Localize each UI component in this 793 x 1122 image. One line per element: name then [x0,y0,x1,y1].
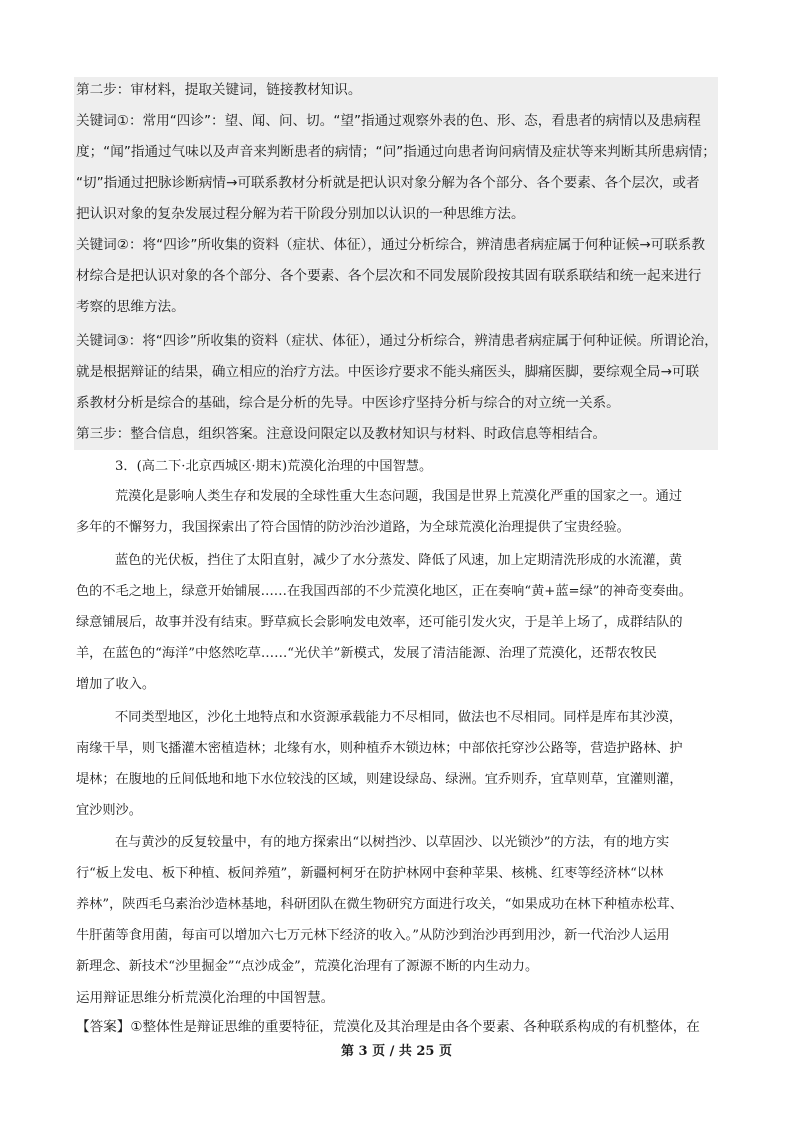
page-number: 第 3 页 / 共 25 页 [340,1044,453,1059]
kw1-line-3: “切”指通过把脉诊断病情→可联系教材分析就是把认识对象分解为各个部分、各个要素、各个层次，或者 [76,175,700,191]
kw2-line-1: 关键词②：将“四诊”所收集的资料（症状、体征），通过分析综合，辨清患者病症属于何种证候→可联系教 [76,237,705,253]
p4-line-1: 在与黄沙的反复较量中，有的地方探索出“以树挡沙、以草固沙、以光锁沙”的方法，有的地方实 [115,835,670,850]
task-line: 运用辩证思维分析荒漠化治理的中国智慧。 [76,990,335,1006]
p2-line-3: 绿意铺展后，故事并没有结束。野草疯长会影响发电效率，还可能引发火灾，于是羊上场了，成群结队的 [76,615,683,630]
p2-line-1: 蓝色的光伏板，挡住了太阳直射，减少了水分蒸发、降低了风速，加上定期清洗形成的水流灌，黄 [115,553,683,568]
p4-line-2: 行“板上发电、板下种植、板间养殖”，新疆柯柯牙在防护林网中套种苹果、核桃、红枣等经济林“以林 [76,866,664,881]
p3-line-2: 南缘干旱，则飞播灌木密植造林；北缘有水，则种植乔木锁边林；中部依托穿沙公路等，营造护路林、护 [76,741,683,756]
step3-line: 第三步：整合信息，组织答案。注意设问限定以及教材知识与材料、时政信息等相结合。 [76,426,607,442]
kw1-line-2: 度；“闻”指通过气味以及声音来判断患者的病情；“问”指通过向患者询问病情及症状等来判断其所患病情； [76,144,716,160]
p4-line-4: 牛肝菌等食用菌，每亩可以增加六七万元林下经济的收入。”从防沙到治沙再到用沙，新一代治沙人运用 [76,928,670,943]
kw3-line-3: 系教材分析是综合的基础，综合是分析的先导。中医诊疗坚持分析与综合的对立统一关系。 [76,395,620,411]
p3-line-4: 宜沙则沙。 [76,803,142,818]
step2-line: 第二步：审材料，提取关键词，链接教材知识。 [76,82,362,98]
p2-line-2: 色的不毛之地上，绿意开始铺展……在我国西部的不少荒漠化地区，正在奏响“黄+蓝=绿”的神奇变奏曲。 [76,584,692,599]
kw2-line-2: 材综合是把认识对象的各个部分、各个要素、各个层次和不同发展阶段按其固有联系联结和统一起来进行 [76,268,702,284]
p3-line-3: 堤林；在腹地的丘间低地和地下水位较浅的区域，则建设绿岛、绿洲。宜乔则乔，宜草则草，宜灌则灌， [76,772,683,787]
p2-line-5: 增加了收入。 [76,677,156,692]
question-heading: 3．(高二下·北京西城区·期末)荒漠化治理的中国智慧。 [115,459,433,474]
p4-line-3: 养林”，陕西毛乌素治沙造林基地，科研团队在微生物研究方面进行攻关，“如果成功在林下种植赤松茸、 [76,897,683,912]
kw2-line-3: 考察的思维方法。 [76,299,185,315]
kw3-line-2: 就是根据辩证的结果，确立相应的治疗方法。中医诊疗要求不能头痛医头，脚痛医脚，要综观全局→可联 [76,364,700,380]
answer-line: 【答案】①整体性是辩证思维的重要特征，荒漠化及其治理是由各个要素、各种联系构成的有机整体，在 [76,1019,700,1035]
p3-line-1: 不同类型地区，沙化土地特点和水资源承载能力不尽相同，做法也不尽相同。同样是库布其沙漠， [115,710,683,725]
kw3-line-1: 关键词③：将“四诊”所收集的资料（症状、体征），通过分析综合，辨清患者病症属于何种证候。所谓论治， [76,333,718,349]
p1-line-1: 荒漠化是影响人类生存和发展的全球性重大生态问题，我国是世界上荒漠化严重的国家之一。通过 [115,489,683,504]
p4-line-5: 新理念、新技术“沙里掘金”“点沙成金”，荒漠化治理有了源源不断的内生动力。 [76,959,539,974]
p2-line-4: 羊，在蓝色的“海洋”中悠然吃草……“光伏羊”新模式，发展了清洁能源、治理了荒漠化，还帮农牧民 [76,646,657,661]
kw1-line-1: 关键词①：常用“四诊”：望、闻、问、切。“望”指通过观察外表的色、形、态，看患者的病情以及患病程 [76,113,701,129]
p1-line-2: 多年的不懈努力，我国探索出了符合国情的防沙治沙道路，为全球荒漠化治理提供了宝贵经验。 [76,520,630,535]
kw1-line-4: 把认识对象的复杂发展过程分解为若干阶段分别加以认识的一种思维方法。 [76,206,525,222]
